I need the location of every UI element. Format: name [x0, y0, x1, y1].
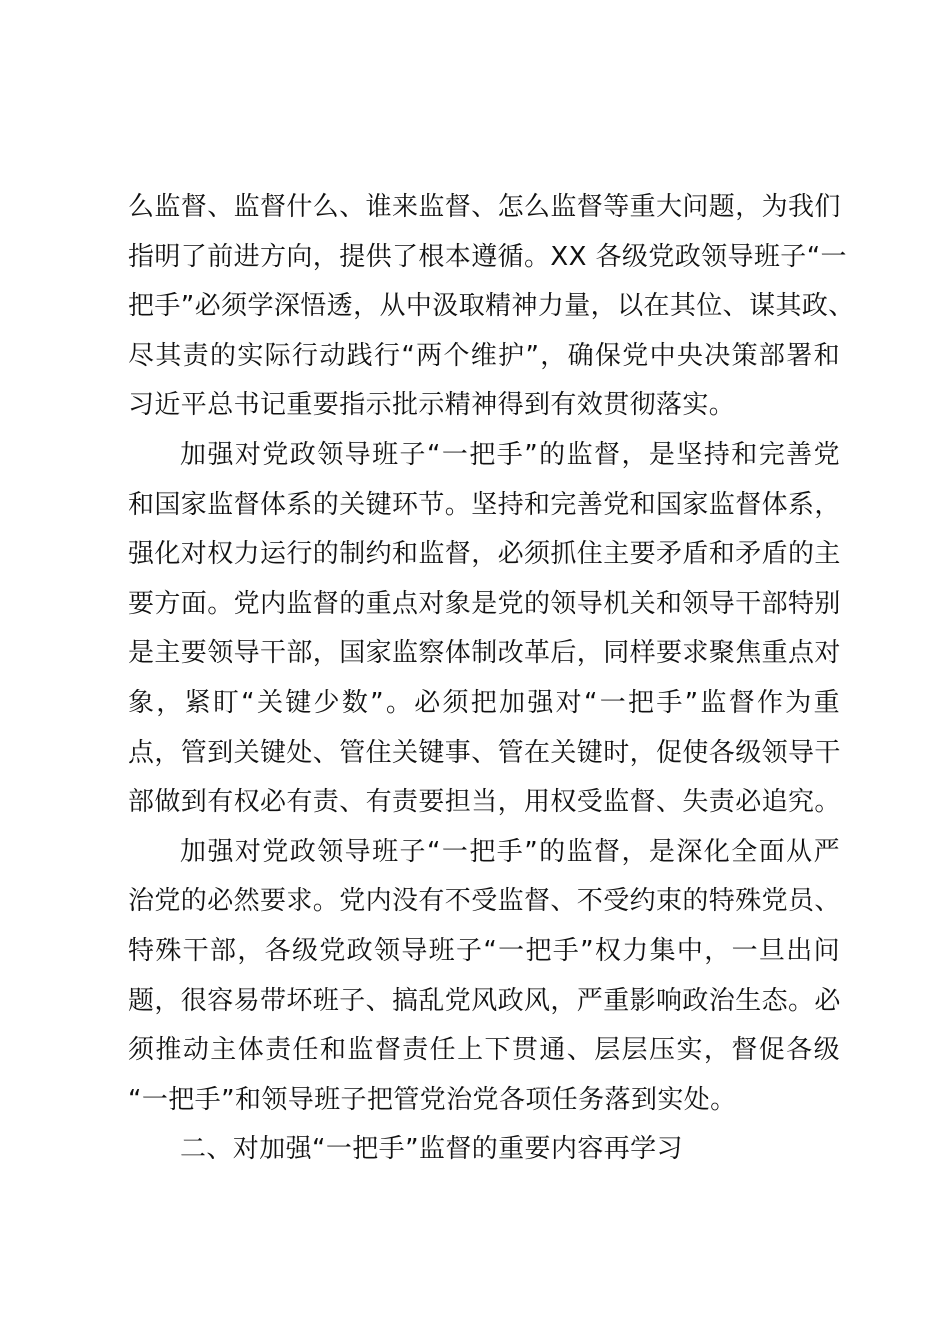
- text-line: 习近平总书记重要指示批示精神得到有效贯彻落实。: [128, 390, 736, 421]
- text-line: 加强对党政领导班子“一把手”的监督，是坚持和完善党: [180, 439, 840, 470]
- text-line: 部做到有权必有责、有责要担当，用权受监督、失责必追究。: [128, 787, 841, 818]
- section-heading: [128, 1125, 840, 1175]
- document-body: [128, 183, 855, 1175]
- paragraph-1: [128, 183, 855, 431]
- text-line: 么监督、监督什么、谁来监督、怎么监督等重大问题，为我们: [128, 192, 841, 222]
- text-line: 象，紧盯“关键少数”。必须把加强对“一把手”监督作为重: [128, 687, 840, 718]
- text-line: 是主要领导干部，国家监察体制改革后，同样要求聚焦重点对: [128, 638, 841, 669]
- paragraph-3: [128, 828, 840, 1126]
- text-line: 须推动主体责任和监督责任上下贯通、层层压实，督促各级: [128, 1035, 840, 1066]
- text-line: 强化对权力运行的制约和监督，必须抓住主要矛盾和矛盾的主: [128, 539, 841, 570]
- text-line: 点，管到关键处、管住关键事、管在关键时，促使各级领导干: [128, 737, 841, 768]
- text-line: 治党的必然要求。党内没有不受监督、不受约束的特殊党员、: [128, 886, 841, 917]
- text-line: 特殊干部，各级党政领导班子“一把手”权力集中，一旦出问: [128, 935, 840, 966]
- text-line: 指明了前进方向，提供了根本遵循。XX 各级党政领导班子“一: [128, 241, 847, 272]
- text-line: 题，很容易带坏班子、搞乱党风政风，严重影响政治生态。必: [128, 985, 841, 1016]
- section-heading-text: 二、对加强“一把手”监督的重要内容再学习: [180, 1134, 683, 1165]
- text-line: 和国家监督体系的关键环节。坚持和完善党和国家监督体系，: [128, 489, 841, 520]
- text-line: 尽其责的实际行动践行“两个维护”，确保党中央决策部署和: [128, 340, 840, 371]
- text-line: 要方面。党内监督的重点对象是党的领导机关和领导干部特别: [128, 588, 841, 619]
- paragraph-2: [128, 431, 840, 828]
- text-line: “一把手”和领导班子把管党治党各项任务落到实处。: [128, 1084, 737, 1115]
- text-line: 把手”必须学深悟透，从中汲取精神力量，以在其位、谋其政、: [128, 291, 855, 322]
- text-line: 加强对党政领导班子“一把手”的监督，是深化全面从严: [180, 836, 840, 867]
